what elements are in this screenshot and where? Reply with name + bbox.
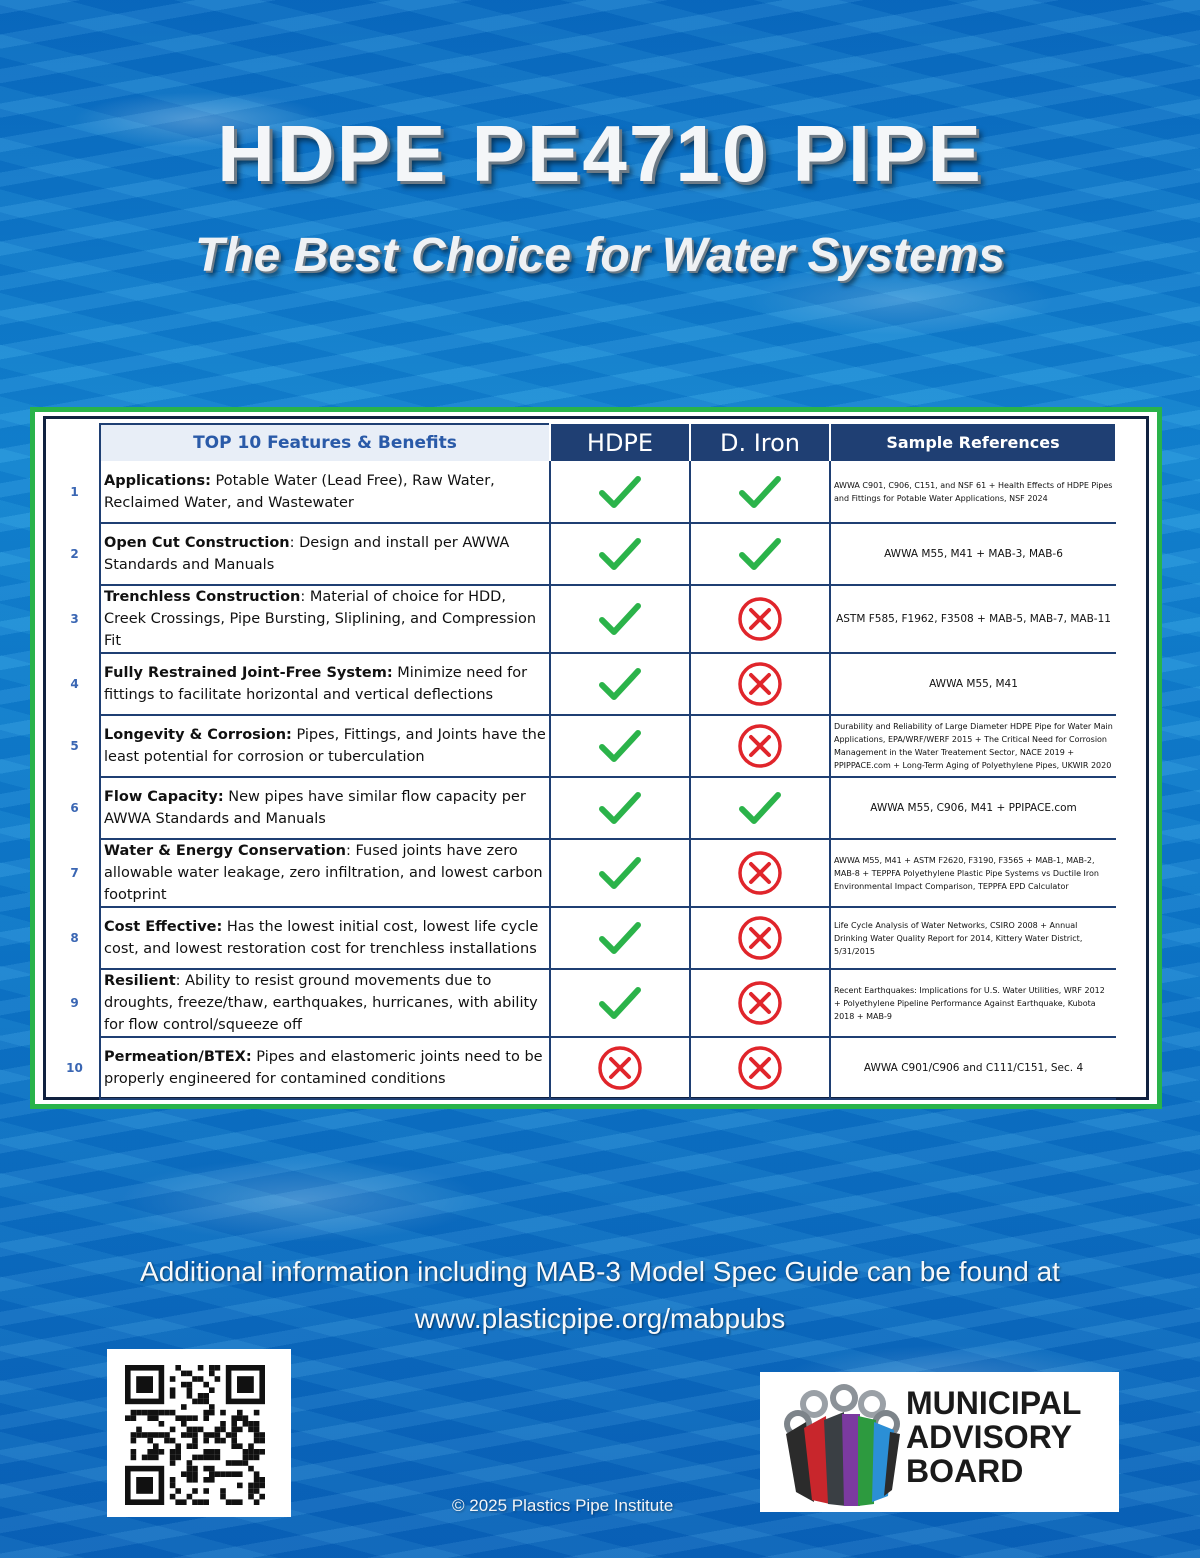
table-row [50,1037,1116,1099]
iron-check-icon [737,472,783,512]
iron-cell [690,839,830,907]
comparison-table [50,423,1117,1100]
pipes-bundle-icon [774,1372,914,1512]
reference-cell: Life Cycle Analysis of Water Networks, CSIRO 2008 + Annual Drinking Water Quality Report for 2014, Kittery Water District, 5/31/2015 [830,907,1116,969]
hdpe-cell [550,1037,690,1099]
iron-cell [690,1037,830,1099]
hdpe-cell [550,715,690,777]
feature-cell [100,715,550,777]
iron-check-icon [737,534,783,574]
hdpe-cell [550,461,690,523]
row-number: 3 [70,612,79,626]
feature-description: : Material of choice for HDD, Creek Crossings, Pipe Bursting, Sliplining, and Compression Fit [104,589,537,649]
table-body [50,461,1116,1099]
table-row [50,969,1116,1037]
hdpe-cell [550,585,690,653]
feature-description: Minimize need for fittings to facilitate horizontal and vertical deflections [104,665,528,703]
header-hdpe: HDPE [550,424,690,461]
comparison-table-frame [30,407,1162,1109]
page-title: HDPE PE4710 PIPE [217,109,983,198]
hdpe-check-icon [597,726,643,766]
hdpe-check-icon [597,983,643,1023]
row-number: 6 [70,801,79,815]
iron-cell [690,523,830,585]
table-row [50,715,1116,777]
reference-cell: AWWA C901/C906 and C111/C151, Sec. 4 [830,1037,1116,1099]
row-number: 9 [70,996,79,1010]
table-row [50,523,1116,585]
table-row [50,907,1116,969]
table-header-row [50,424,1116,461]
iron-cell [690,715,830,777]
header-references: Sample References [830,424,1116,461]
iron-cell [690,969,830,1037]
comparison-table-inner [43,416,1149,1100]
row-number: 7 [70,866,79,880]
feature-cell [100,523,550,585]
hdpe-cell [550,777,690,839]
feature-cell [100,839,550,907]
table-row [50,653,1116,715]
hdpe-cell [550,653,690,715]
hdpe-check-icon [597,788,643,828]
iron-cross-icon [736,660,784,708]
header-number-cell [50,424,100,461]
feature-title: Water & Energy Conservation [104,843,346,859]
feature-cell [100,653,550,715]
feature-cell [100,461,550,523]
hdpe-check-icon [597,472,643,512]
reference-cell: AWWA M55, M41 + MAB-3, MAB-6 [830,523,1116,585]
reference-cell: ASTM F585, F1962, F3508 + MAB-5, MAB-7, MAB-11 [830,585,1116,653]
iron-cell [690,907,830,969]
row-number: 5 [70,739,79,753]
hdpe-cell [550,523,690,585]
feature-description: : Fused joints have zero allowable water leakage, zero infiltration, and lowest carbon footprint [104,843,543,903]
hdpe-check-icon [597,664,643,704]
reference-cell: AWWA M55, M41 [830,653,1116,715]
table-row [50,839,1116,907]
feature-description: New pipes have similar flow capacity per AWWA Standards and Manuals [104,789,526,827]
feature-description: : Design and install per AWWA Standards and Manuals [104,535,510,573]
hdpe-cross-icon [596,1044,644,1092]
footer-info-text: Additional information including MAB-3 Model Spec Guide can be found at [140,1256,1060,1287]
row-number: 8 [70,931,79,945]
footer-url-link[interactable]: www.plasticpipe.org/mabpubs [414,1303,786,1334]
copyright-text: © 2025 Plastics Pipe Institute [452,1496,674,1515]
hdpe-cell [550,969,690,1037]
reference-cell: AWWA C901, C906, C151, and NSF 61 + Health Effects of HDPE Pipes and Fittings for Potable Water Applications, NSF 2024 [830,461,1116,523]
feature-title: Fully Restrained Joint-Free System: [104,665,393,681]
feature-cell [100,907,550,969]
mab-logo-text: MUNICIPAL ADVISORY BOARD [906,1385,1082,1489]
row-number: 4 [70,677,79,691]
qr-code[interactable] [107,1349,291,1517]
iron-cross-icon [736,914,784,962]
iron-cross-icon [736,722,784,770]
feature-cell [100,1037,550,1099]
iron-cell [690,585,830,653]
feature-title: Trenchless Construction [104,589,301,605]
iron-cross-icon [736,595,784,643]
page-subtitle: The Best Choice for Water Systems [194,229,1006,282]
hdpe-cell [550,839,690,907]
iron-cross-icon [736,849,784,897]
header-topic: TOP 10 Features & Benefits [100,424,550,461]
feature-cell [100,585,550,653]
hdpe-check-icon [597,534,643,574]
hdpe-check-icon [597,918,643,958]
reference-cell: Recent Earthquakes: Implications for U.S. Water Utilities, WRF 2012 + Polyethylene Pipeline Performance Against Earthquake, Kubota 2018 + MAB-9 [830,969,1116,1037]
reference-cell: Durability and Reliability of Large Diameter HDPE Pipe for Water Main Applications, EPA/WRF/WERF 2015 + The Critical Need for Corrosion Management in the Water Treatement Sector, NACE 2019 + PPIPPACE.com + Long-Term Aging of Polyethylene Pipes, UKWIR 2020 [830,715,1116,777]
iron-cross-icon [736,1044,784,1092]
iron-cell [690,653,830,715]
feature-title: Flow Capacity: [104,789,224,805]
feature-description: Pipes and elastomeric joints need to be properly engineered for contamined conditions [104,1049,543,1087]
feature-title: Resilient [104,973,176,989]
feature-title: Cost Effective: [104,919,223,935]
feature-cell [100,777,550,839]
feature-description: Has the lowest initial cost, lowest life cycle cost, and lowest restoration cost for trenchless installations [104,919,539,957]
qr-code-graphic [107,1349,291,1517]
row-number: 2 [70,547,79,561]
row-number: 10 [66,1061,83,1075]
iron-cell [690,777,830,839]
feature-description: Pipes, Fittings, and Joints have the least potential for corrosion or tuberculation [104,727,546,765]
row-number: 1 [70,485,79,499]
iron-check-icon [737,788,783,828]
iron-cell [690,461,830,523]
reference-cell: AWWA M55, M41 + ASTM F2620, F3190, F3565 + MAB-1, MAB-2, MAB-8 + TEPPFA Polyethylene Plastic Pipe Systems vs Ductile Iron Environmental Impact Comparison, TEPPFA EPD Calculator [830,839,1116,907]
table-row [50,461,1116,523]
hdpe-cell [550,907,690,969]
hdpe-check-icon [597,599,643,639]
feature-cell [100,969,550,1037]
feature-title: Longevity & Corrosion: [104,727,292,743]
reference-cell: AWWA M55, C906, M41 + PPIPACE.com [830,777,1116,839]
table-row [50,585,1116,653]
feature-title: Permeation/BTEX: [104,1049,252,1065]
iron-cross-icon [736,979,784,1027]
hdpe-check-icon [597,853,643,893]
feature-title: Open Cut Construction [104,535,290,551]
feature-title: Applications: [104,472,211,489]
mab-logo [760,1372,1119,1512]
table-row [50,777,1116,839]
feature-description: Potable Water (Lead Free), Raw Water, Reclaimed Water, and Wastewater [104,472,495,511]
feature-description: : Ability to resist ground movements due to droughts, freeze/thaw, earthquakes, hurricanes, with ability for flow control/squeeze off [104,973,538,1033]
header-iron: D. Iron [690,424,830,461]
